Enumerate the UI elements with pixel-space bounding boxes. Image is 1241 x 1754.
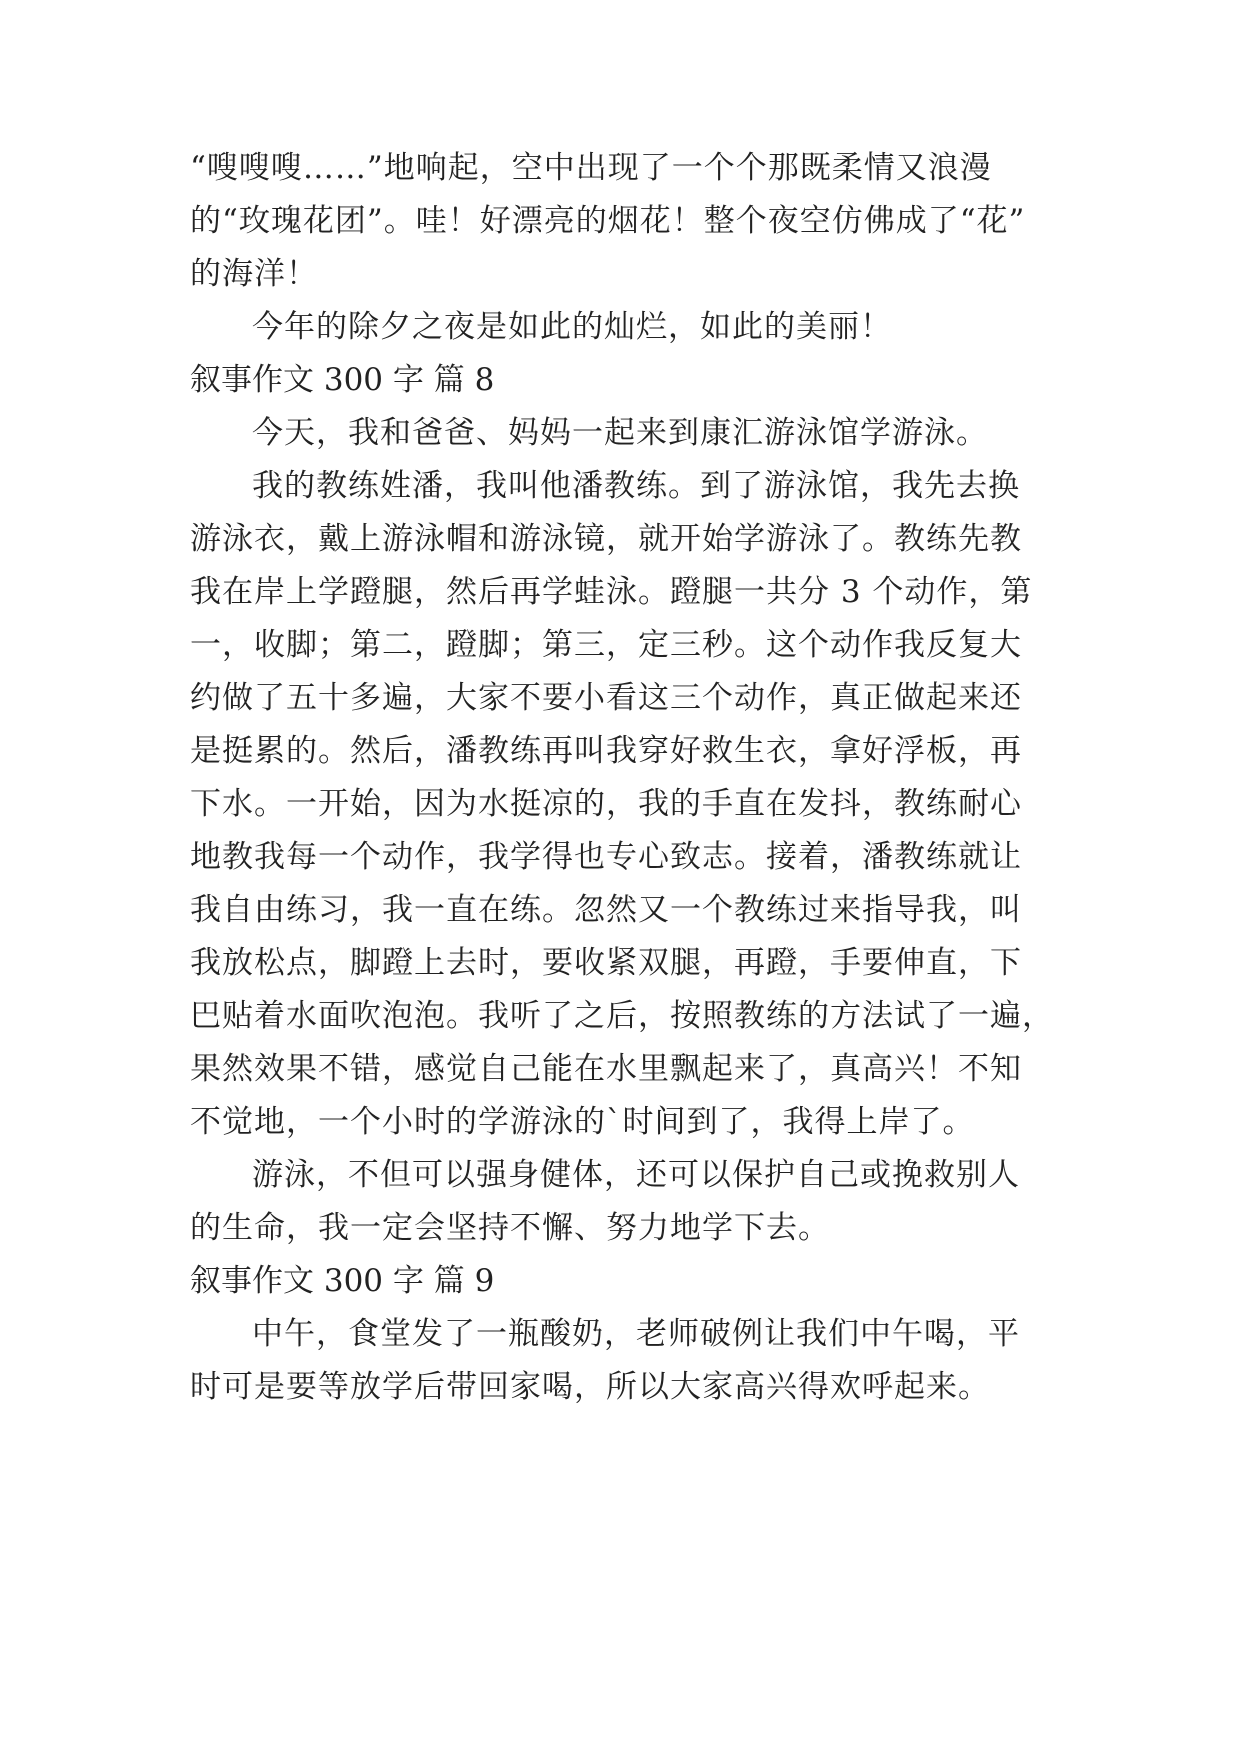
text-line: 不觉地，一个小时的学游泳的`时间到了，我得上岸了。 (190, 1104, 975, 1140)
text-line: 下水。一开始，因为水挺凉的，我的手直在发抖，教练耐心 (190, 786, 1022, 822)
text-line: 的海洋！ (190, 256, 318, 292)
text-line: 约做了五十多遍，大家不要小看这三个动作，真正做起来还 (190, 680, 1022, 716)
text-line: 我的教练姓潘，我叫他潘教练。到了游泳馆，我先去换 (252, 468, 1020, 504)
text-line: 游泳，不但可以强身健体，还可以保护自己或挽救别人 (252, 1157, 1020, 1193)
text-line: 游泳衣，戴上游泳帽和游泳镜，就开始学游泳了。教练先教 (190, 521, 1022, 557)
text-line: 一，收脚；第二，蹬脚；第三，定三秒。这个动作我反复大 (190, 627, 1022, 663)
text-line: 地教我每一个动作，我学得也专心致志。接着，潘教练就让 (190, 839, 1022, 875)
text-line: 中午，食堂发了一瓶酸奶，老师破例让我们中午喝，平 (252, 1316, 1020, 1352)
text-line: “嗖嗖嗖……”地响起，空中出现了一个个那既柔情又浪漫 (190, 150, 992, 186)
text-line: 我自由练习，我一直在练。忽然又一个教练过来指导我，叫 (190, 892, 1022, 928)
text-line: 今年的除夕之夜是如此的灿烂，如此的美丽！ (252, 309, 892, 345)
text-line: 时可是要等放学后带回家喝，所以大家高兴得欢呼起来。 (190, 1369, 990, 1405)
text-line: 的“玫瑰花团”。哇！好漂亮的烟花！整个夜空仿佛成了“花” (190, 203, 1026, 239)
section-heading: 叙事作文 300 字 篇 9 (190, 1263, 495, 1299)
text-line: 我在岸上学蹬腿，然后再学蛙泳。蹬腿一共分 3 个动作，第 (190, 574, 1033, 610)
text-line: 果然效果不错，感觉自己能在水里飘起来了，真高兴！不知 (190, 1051, 1022, 1087)
text-line: 的生命，我一定会坚持不懈、努力地学下去。 (190, 1210, 830, 1246)
text-line: 我放松点，脚蹬上去时，要收紧双腿，再蹬，手要伸直，下 (190, 945, 1022, 981)
section-heading: 叙事作文 300 字 篇 8 (190, 362, 495, 398)
text-line: 是挺累的。然后，潘教练再叫我穿好救生衣，拿好浮板，再 (190, 733, 1022, 769)
text-line: 巴贴着水面吹泡泡。我听了之后，按照教练的方法试了一遍， (190, 998, 1054, 1034)
text-line: 今天，我和爸爸、妈妈一起来到康汇游泳馆学游泳。 (252, 415, 988, 451)
